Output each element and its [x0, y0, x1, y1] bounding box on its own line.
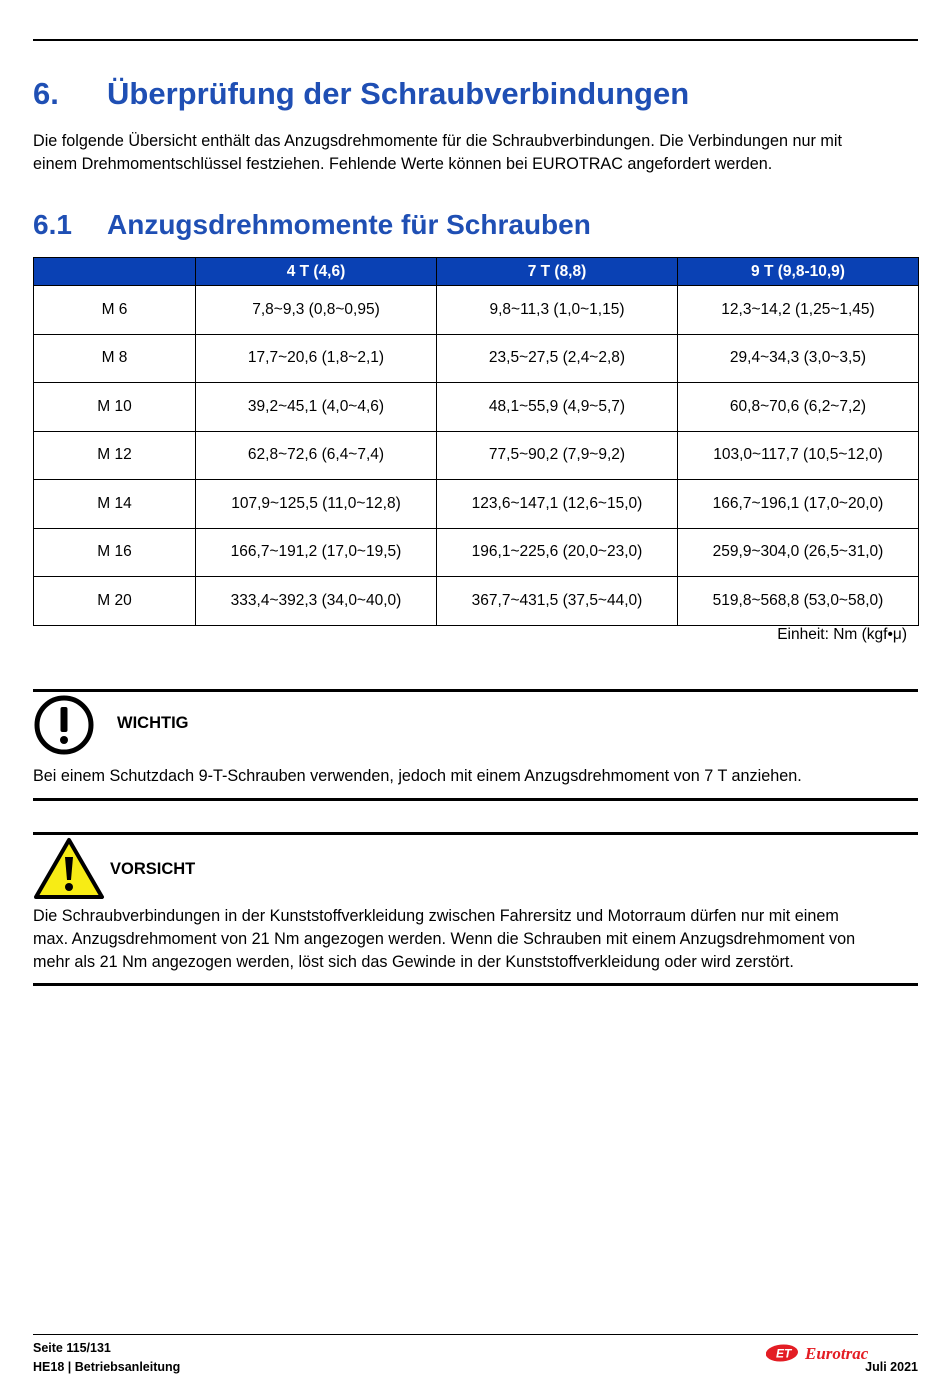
table-cell: 7,8~9,3 (0,8~0,95): [196, 286, 437, 335]
footer-date: Juli 2021: [865, 1360, 918, 1374]
table-header-cell: [34, 258, 196, 286]
table-row: [34, 528, 919, 577]
table-cell: M 6: [34, 286, 196, 335]
caution-bottom-rule: [33, 983, 918, 986]
caution-line-1: Die Schraubverbindungen in der Kunststoffverkleidung zwischen Fahrersitz und Motorraum dürfen nur mit einem: [33, 907, 839, 925]
exclamation-circle-icon: [33, 694, 95, 756]
table-row: [34, 383, 919, 432]
table-cell: M 20: [34, 577, 196, 626]
caution-paragraph: [33, 905, 923, 974]
top-rule: [33, 39, 918, 41]
table-header-row: [34, 258, 919, 286]
table-cell: M 14: [34, 480, 196, 529]
table-row: [34, 577, 919, 626]
table-cell: 123,6~147,1 (12,6~15,0): [437, 480, 678, 529]
intro-paragraph: [33, 130, 923, 176]
intro-line-2: einem Drehmomentschlüssel festziehen. Fehlende Werte können bei EUROTRAC angefordert werden.: [33, 155, 773, 173]
footer-document-title: HE18 | Betriebsanleitung: [33, 1360, 181, 1374]
table-cell: 77,5~90,2 (7,9~9,2): [437, 431, 678, 480]
torque-table: [33, 257, 919, 626]
svg-text:ET: ET: [776, 1346, 792, 1361]
table-cell: 48,1~55,9 (4,9~5,7): [437, 383, 678, 432]
eurotrac-logo: [766, 1343, 918, 1363]
section-heading: [33, 76, 689, 112]
warning-triangle-icon: [33, 837, 105, 901]
svg-text:Eurotrac: Eurotrac: [805, 1344, 869, 1363]
table-cell: 23,5~27,5 (2,4~2,8): [437, 334, 678, 383]
subsection-number: 6.1: [33, 209, 72, 240]
table-cell: 166,7~196,1 (17,0~20,0): [678, 480, 919, 529]
table-cell: 196,1~225,6 (20,0~23,0): [437, 528, 678, 577]
table-header-cell: 9 T (9,8-10,9): [678, 258, 919, 286]
caution-line-2: max. Anzugsdrehmoment von 21 Nm angezogen werden. Wenn die Schrauben mit einem Anzugsdrehmoment von: [33, 930, 856, 948]
table-header-cell: 7 T (8,8): [437, 258, 678, 286]
important-text: Bei einem Schutzdach 9-T-Schrauben verwenden, jedoch mit einem Anzugsdrehmoment von 7 T anziehen.: [33, 767, 802, 785]
important-top-rule: [33, 689, 918, 692]
important-bottom-rule: [33, 798, 918, 801]
table-cell: 17,7~20,6 (1,8~2,1): [196, 334, 437, 383]
table-row: [34, 480, 919, 529]
table-cell: 333,4~392,3 (34,0~40,0): [196, 577, 437, 626]
table-row: [34, 334, 919, 383]
table-cell: 12,3~14,2 (1,25~1,45): [678, 286, 919, 335]
footer-rule: [33, 1334, 918, 1335]
subsection-title: Anzugsdrehmomente für Schrauben: [107, 209, 591, 240]
table-cell: 9,8~11,3 (1,0~1,15): [437, 286, 678, 335]
subsection-heading: [33, 209, 591, 241]
table-cell: M 8: [34, 334, 196, 383]
footer-page-number: Seite 115/131: [33, 1341, 111, 1355]
caution-top-rule: [33, 832, 918, 835]
table-cell: 259,9~304,0 (26,5~31,0): [678, 528, 919, 577]
table-cell: 107,9~125,5 (11,0~12,8): [196, 480, 437, 529]
table-cell: M 12: [34, 431, 196, 480]
section-title: Überprüfung der Schraubverbindungen: [107, 76, 690, 111]
table-cell: 29,4~34,3 (3,0~3,5): [678, 334, 919, 383]
table-cell: M 10: [34, 383, 196, 432]
table-cell: 367,7~431,5 (37,5~44,0): [437, 577, 678, 626]
table-cell: 62,8~72,6 (6,4~7,4): [196, 431, 437, 480]
table-row: [34, 431, 919, 480]
table-cell: 166,7~191,2 (17,0~19,5): [196, 528, 437, 577]
table-row: [34, 286, 919, 335]
caution-title: VORSICHT: [110, 860, 196, 878]
caution-line-3: mehr als 21 Nm angezogen werden, löst sich das Gewinde in der Kunststoffverkleidung oder wird zerstört.: [33, 953, 794, 971]
intro-line-1: Die folgende Übersicht enthält das Anzugsdrehmomente für die Schraubverbindungen. Die Verbindungen nur mit: [33, 132, 842, 150]
table-cell: 103,0~117,7 (10,5~12,0): [678, 431, 919, 480]
section-number: 6.: [33, 76, 59, 111]
table-cell: M 16: [34, 528, 196, 577]
unit-note: Einheit: Nm (kgf•μ): [777, 626, 907, 643]
important-title: WICHTIG: [117, 714, 189, 732]
table-cell: 60,8~70,6 (6,2~7,2): [678, 383, 919, 432]
table-cell: 519,8~568,8 (53,0~58,0): [678, 577, 919, 626]
table-header-cell: 4 T (4,6): [196, 258, 437, 286]
table-cell: 39,2~45,1 (4,0~4,6): [196, 383, 437, 432]
